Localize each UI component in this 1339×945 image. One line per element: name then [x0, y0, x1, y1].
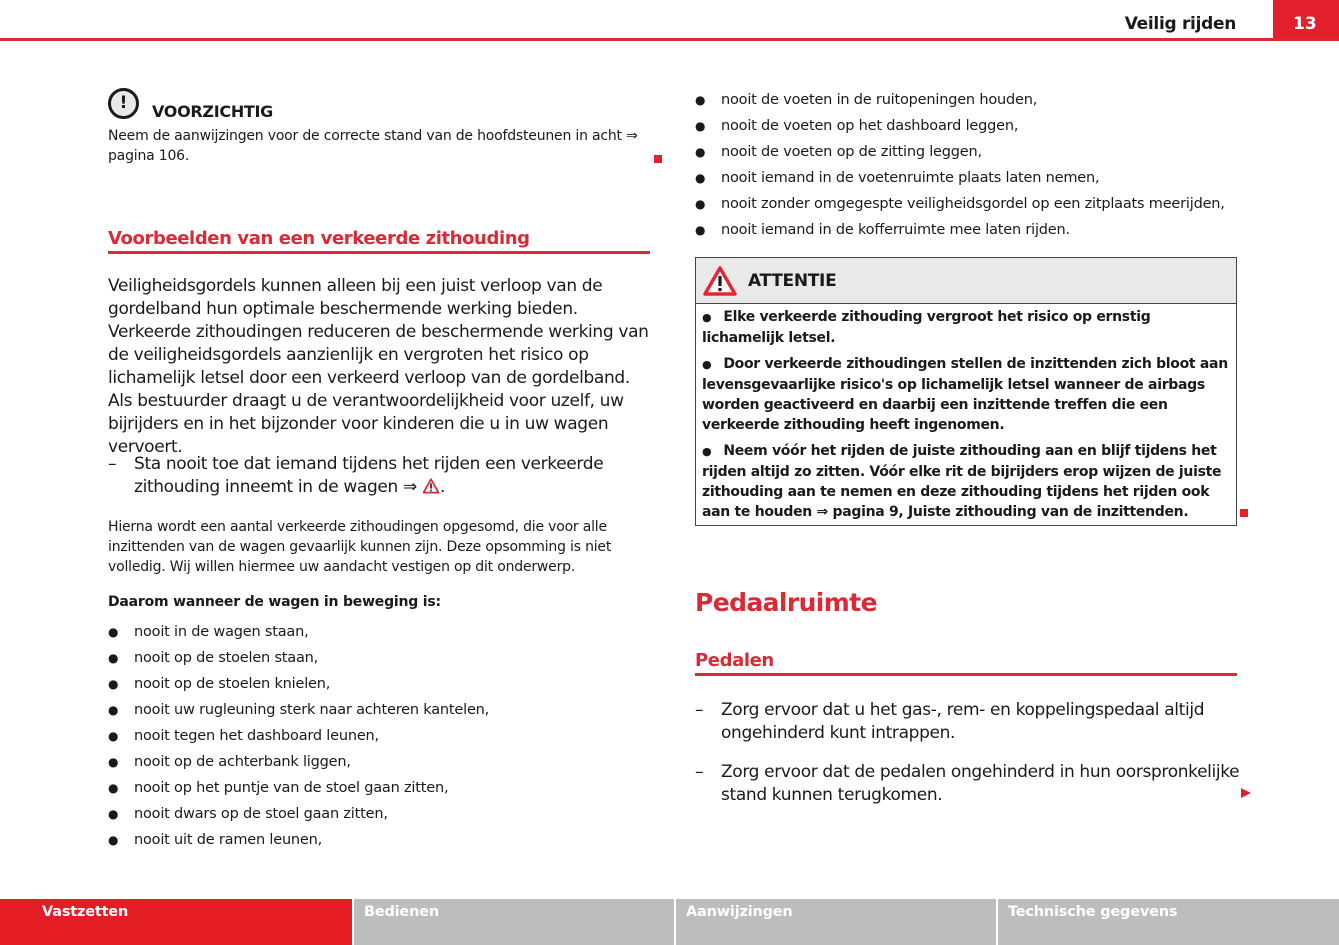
list-item: ● nooit op de stoelen staan,	[108, 650, 319, 666]
bullet-list-left	[108, 619, 489, 853]
tab-bedienen[interactable]: Bedienen	[354, 899, 674, 945]
tab-vastzetten[interactable]: Vastzetten	[0, 899, 352, 945]
section-heading: Pedalen	[695, 650, 1237, 676]
list-item: ● nooit de voeten op de zitting leggen,	[695, 144, 982, 160]
intro-paragraph: Veiligheidsgordels kunnen alleen bij een juist verloop van de gordelband hun optimale beschermende werking bieden. Verkeerde zithoudingen reduceren de beschermende werking van de veiligheidsgordels aanzienlijk en vergroten het risico op lichamelijk letsel door een verkeerd verloop van de gordelband. Als bestuurder draagt u de verantwoordelijkheid voor uzelf, uw bijrijders en in het bijzonder voor kinderen die u in uw wagen vervoert.	[108, 276, 649, 457]
exclamation-circle-icon: !	[108, 88, 139, 119]
list-item: ● nooit iemand in de voetenruimte plaats laten nemen,	[695, 170, 1100, 186]
instruction-item: – Zorg ervoor dat de pedalen ongehinderd in hun oorspronkelijke stand kunnen terugkomen.	[695, 762, 1240, 805]
caution-text: Neem de aanwijzingen voor de correcte stand van de hoofdsteunen in acht ⇒ pagina 106.	[108, 128, 638, 164]
warning-triangle-icon	[702, 265, 738, 297]
tab-aanwijzingen[interactable]: Aanwijzingen	[676, 899, 996, 945]
warning-item: ● Elke verkeerde zithouding vergroot het risico op ernstig lichamelijk letsel.	[702, 309, 1151, 346]
warning-body	[696, 304, 1236, 525]
dash-marker: –	[108, 454, 117, 474]
list-item: ● nooit de voeten op het dashboard leggen,	[695, 118, 1019, 134]
tab-technische-gegevens[interactable]: Technische gegevens	[998, 899, 1339, 945]
page-number: 13	[1273, 0, 1339, 40]
section-heading: Voorbeelden van een verkeerde zithouding	[108, 228, 650, 254]
list-lead: Daarom wanneer de wagen in beweging is:	[108, 594, 441, 610]
chapter-title: Veilig rijden	[1124, 14, 1236, 34]
warning-header	[696, 258, 1236, 304]
left-column	[108, 88, 650, 848]
list-item: ● nooit de voeten in de ruitopeningen houden,	[695, 92, 1038, 108]
section-end-marker-icon	[1240, 509, 1248, 517]
list-item: ● nooit iemand in de kofferruimte mee laten rijden.	[695, 222, 1070, 238]
continue-arrow-icon	[1241, 788, 1251, 798]
section-end-marker-icon	[654, 155, 662, 163]
list-item: ● nooit op het puntje van de stoel gaan zitten,	[108, 780, 449, 796]
caution-title: VOORZICHTIG	[152, 101, 274, 121]
list-item: ● nooit in de wagen staan,	[108, 624, 309, 640]
list-item: ● nooit uw rugleuning sterk naar achteren kantelen,	[108, 702, 490, 718]
list-item: ● nooit op de stoelen knielen,	[108, 676, 331, 692]
list-item: ● nooit op de achterbank liggen,	[108, 754, 351, 770]
warning-item: ● Door verkeerde zithoudingen stellen de inzittenden zich bloot aan levensgevaarlijke risico's op lichamelijk letsel wanneer de airbags worden geactiveerd en daarbij een inzittende treffen die een verkeerde zithouding heeft ingenomen.	[702, 356, 1228, 433]
bullet-list-right	[695, 87, 1225, 243]
list-intro-paragraph: Hierna wordt een aantal verkeerde zithoudingen opgesomd, die voor alle inzittenden van de wagen gevaarlijk kunnen zijn. Deze opsomming is niet volledig. Wij willen hiermee uw aandacht vestigen op dit onderwerp.	[108, 519, 612, 575]
warning-box	[695, 257, 1237, 526]
list-item: ● nooit tegen het dashboard leunen,	[108, 728, 379, 744]
warning-title: ATTENTIE	[748, 270, 837, 291]
chapter-heading: Pedaalruimte	[695, 588, 877, 617]
chapter-tabs	[0, 899, 1339, 945]
header-divider	[0, 38, 1339, 41]
caution-header	[108, 88, 650, 122]
list-item: ● nooit dwars op de stoel gaan zitten,	[108, 806, 388, 822]
instruction-text: Sta nooit toe dat iemand tijdens het rijden een verkeerde zithouding inneemt in de wagen ⇒ .	[134, 454, 604, 497]
instruction-item	[108, 453, 653, 499]
list-item: ● nooit uit de ramen leunen,	[108, 832, 323, 848]
instruction-item: – Zorg ervoor dat u het gas-, rem- en koppelingspedaal altijd ongehinderd kunt intrappen.	[695, 700, 1205, 743]
list-item: ● nooit zonder omgegespte veiligheidsgordel op een zitplaats meerijden,	[695, 196, 1225, 212]
warning-triangle-icon[interactable]	[422, 478, 440, 494]
warning-item: ● Neem vóór het rijden de juiste zithouding aan en blijf tijdens het rijden altijd zo zitten. Vóór elke rit de bijrijders erop wijzen de juiste zithouding aan te nemen en deze zithouding tijdens het rijden ook aan te houden ⇒ pagina 9, Juiste zithouding van de inzittenden.	[702, 443, 1222, 520]
